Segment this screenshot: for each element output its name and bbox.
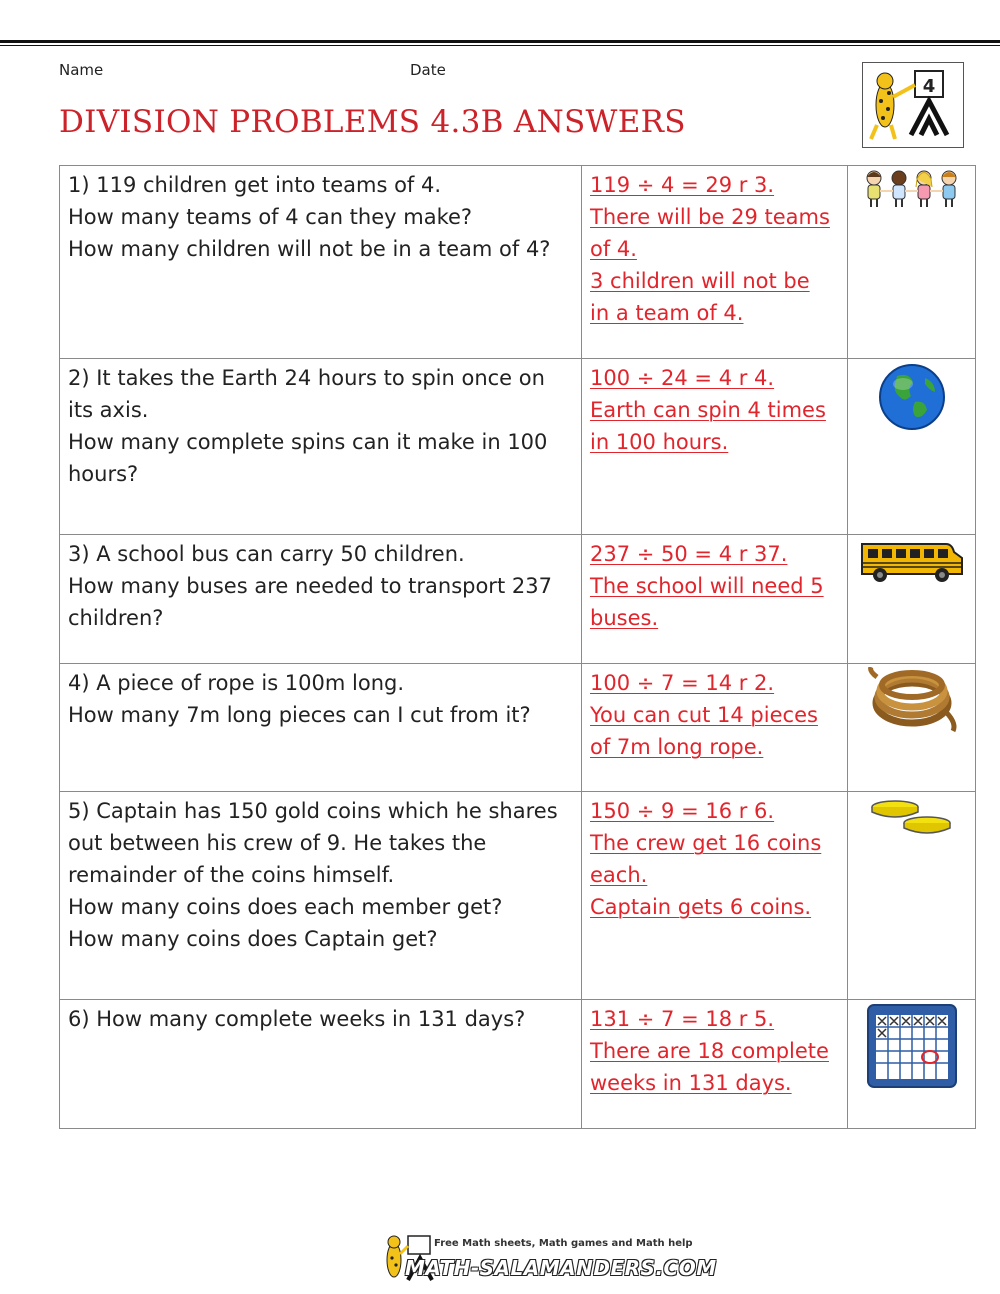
table-row: [60, 359, 976, 535]
school-bus-icon: [860, 538, 964, 584]
answer-cell: 100 ÷ 7 = 14 r 2. You can cut 14 pieces of 7m long rope.: [582, 664, 848, 792]
picture-cell: [848, 1000, 976, 1129]
answer-cell: 237 ÷ 50 = 4 r 37. The school will need 5 buses.: [582, 535, 848, 664]
rope-icon: [867, 667, 957, 733]
table-row: [60, 792, 976, 1000]
question-cell: 6) How many complete weeks in 131 days?: [60, 1000, 582, 1129]
footer-site-link[interactable]: MATH-SALAMANDERS.COM: [405, 1256, 717, 1280]
date-label: Date: [410, 61, 446, 79]
table-row: [60, 535, 976, 664]
name-label: Name: [59, 61, 104, 79]
question-cell: 5) Captain has 150 gold coins which he shares out between his crew of 9. He takes the remainder of the coins himself. How many coins does each member get? How many coins does Captain get?: [60, 792, 582, 1000]
question-cell: 2) It takes the Earth 24 hours to spin once on its axis. How many complete spins can it make in 100 hours?: [60, 359, 582, 535]
page-title: DIVISION PROBLEMS 4.3B ANSWERS: [59, 104, 686, 140]
table-row: [60, 166, 976, 359]
picture-cell: [848, 535, 976, 664]
footer-tagline: Free Math sheets, Math games and Math help: [434, 1238, 693, 1249]
answer-cell: 131 ÷ 7 = 18 r 5. There are 18 complete weeks in 131 days.: [582, 1000, 848, 1129]
picture-cell: [848, 664, 976, 792]
answer-cell: 119 ÷ 4 = 29 r 3. There will be 29 teams of 4. 3 children will not be in a team of 4.: [582, 166, 848, 359]
answer-cell: 100 ÷ 24 = 4 r 4. Earth can spin 4 times in 100 hours.: [582, 359, 848, 535]
picture-cell: [848, 792, 976, 1000]
top-rule: [0, 40, 1000, 43]
salamander-grade-icon: [863, 63, 963, 147]
question-cell: 4) A piece of rope is 100m long. How many 7m long pieces can I cut from it?: [60, 664, 582, 792]
problems-table: [59, 165, 976, 1129]
earth-icon: [877, 362, 947, 432]
top-rule-thin: [0, 45, 1000, 46]
question-cell: 1) 119 children get into teams of 4. How many teams of 4 can they make? How many children will not be in a team of 4?: [60, 166, 582, 359]
grade-logo: [862, 62, 964, 148]
answer-cell: 150 ÷ 9 = 16 r 6. The crew get 16 coins each. Captain gets 6 coins.: [582, 792, 848, 1000]
gold-coins-icon: [867, 795, 957, 839]
table-row: [60, 1000, 976, 1129]
children-icon: [862, 169, 962, 209]
table-row: [60, 664, 976, 792]
calendar-icon: [866, 1003, 958, 1089]
question-cell: 3) A school bus can carry 50 children. How many buses are needed to transport 237 children?: [60, 535, 582, 664]
picture-cell: [848, 359, 976, 535]
grade-number: 4: [922, 76, 936, 97]
picture-cell: [848, 166, 976, 359]
